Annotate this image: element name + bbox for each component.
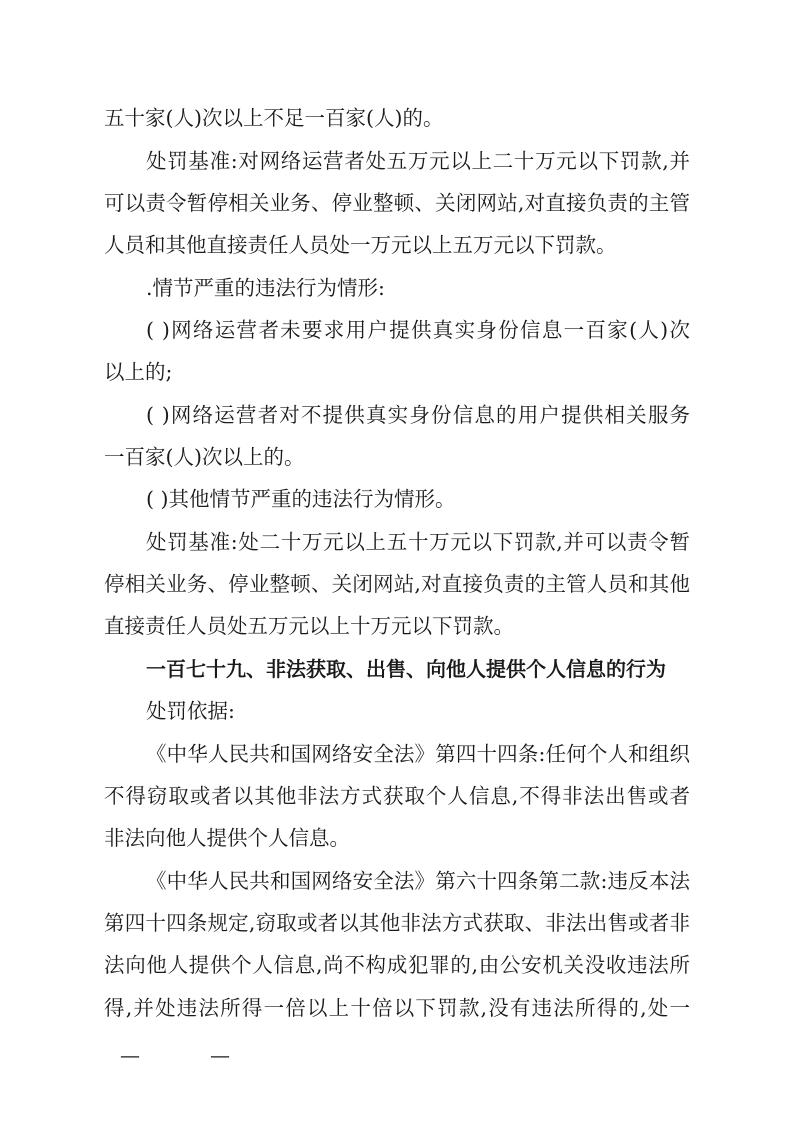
text-line: .情节严重的违法行为情形: [146,276,385,300]
text-line: ( )网络运营者未要求用户提供真实身份信息一百家(人)次 [146,318,690,342]
text-line: 直接责任人员处五万元以上十万元以下罚款。 [104,614,514,638]
text-line: 第四十四条规定,窃取或者以其他非法方式获取、非法出售或者非 [104,911,690,935]
text-line: 人员和其他直接责任人员处一万元以上五万元以下罚款。 [104,233,617,257]
text-line: 可以责令暂停相关业务、停业整顿、关闭网站,对直接负责的主管 [104,191,690,215]
page-footer [120,1040,230,1070]
text-line: 不得窃取或者以其他非法方式获取个人信息,不得非法出售或者 [104,784,690,808]
text-line: 五十家(人)次以上不足一百家(人)的。 [104,106,444,130]
footer-dash-left: — [120,1043,140,1067]
text-line: 处罚基准:对网络运营者处五万元以上二十万元以下罚款,并 [146,149,690,173]
text-line: ( )其他情节严重的违法行为情形。 [146,487,456,511]
text-line: 停相关业务、停业整顿、关闭网站,对直接负责的主管人员和其他 [104,572,690,596]
text-line: 法向他人提供个人信息,尚不构成犯罪的,由公安机关没收违法所 [104,953,690,977]
text-line: 《中华人民共和国网络安全法》第六十四条第二款:违反本法 [146,869,690,893]
text-line: 处罚依据: [146,699,235,723]
text-line: 非法向他人提供个人信息。 [104,826,350,850]
text-line: 处罚基准:处二十万元以上五十万元以下罚款,并可以责令暂 [146,530,690,554]
text-line: ( )网络运营者对不提供真实身份信息的用户提供相关服务 [146,403,690,427]
text-line: 《中华人民共和国网络安全法》第四十四条:任何个人和组织 [146,742,690,766]
text-line: 得,并处违法所得一倍以上十倍以下罚款,没有违法所得的,处一 [104,996,690,1020]
text-line: 一百家(人)次以上的。 [104,445,305,469]
section-heading: 一百七十九、非法获取、出售、向他人提供个人信息的行为 [146,657,666,681]
text-line: 以上的; [104,360,173,384]
footer-dash-right: — [210,1043,230,1067]
